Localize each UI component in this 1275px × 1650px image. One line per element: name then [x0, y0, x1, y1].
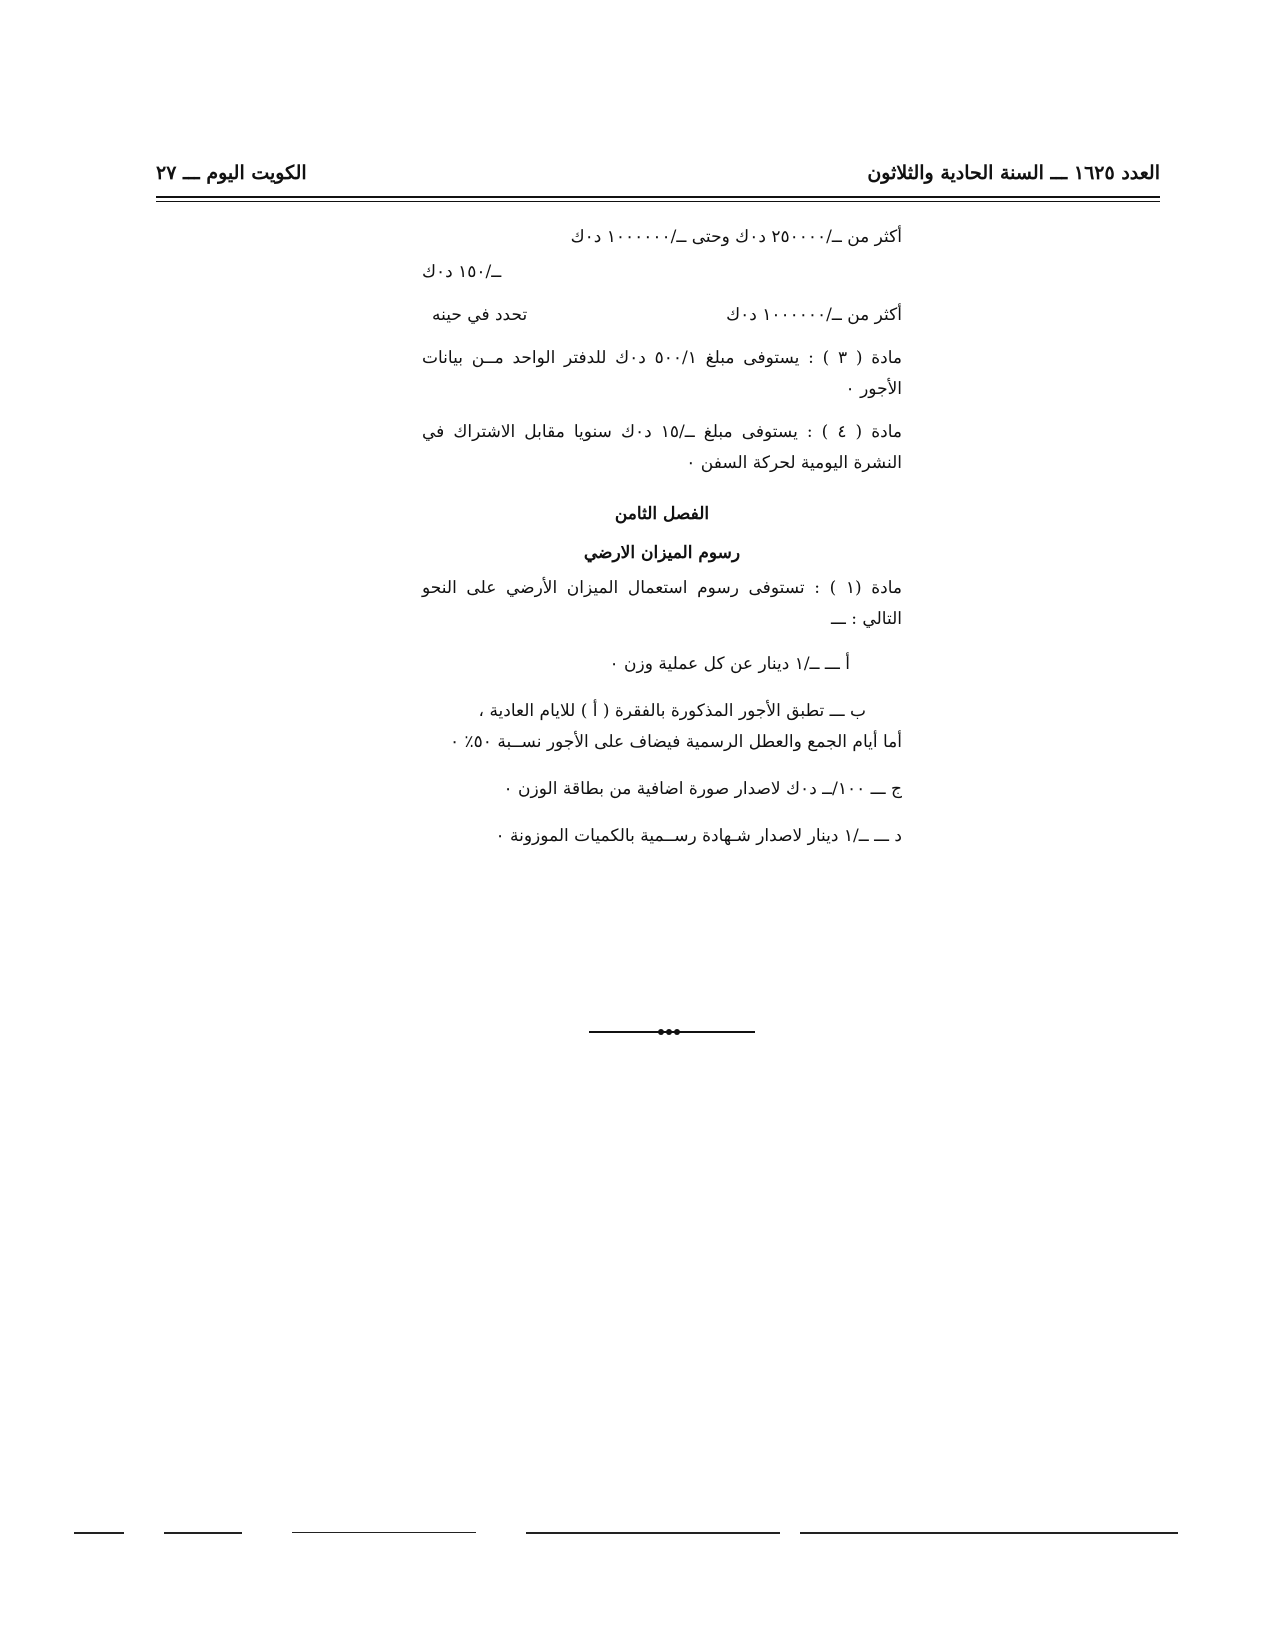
page-header: [156, 162, 1160, 196]
article-1: مادة (١ ) : تستوفى رسوم استعمال الميزان الأرضي على النحو التالي : ـــ: [422, 578, 902, 629]
bottom-line-segment: [292, 1532, 476, 1533]
fee-line-1-value: ــ/١٥٠ د٠ك: [422, 262, 502, 282]
chapter-subtitle: رسوم الميزان الارضي: [583, 543, 741, 563]
fee-line-2-range: أكثر من ــ/١٠٠٠٠٠٠ د٠ك: [726, 305, 902, 325]
document-body: [422, 222, 902, 864]
header-rule-thin: [156, 201, 1160, 202]
item-b: [422, 696, 902, 758]
item-b-line2: أما أيام الجمع والعطل الرسمية فيضاف على الأجور نســبة ٥٠٪ ٠: [449, 732, 902, 752]
bottom-line-segment: [74, 1532, 124, 1534]
gazette-title: الكويت اليوم ـــ ٢٧: [156, 162, 307, 184]
item-c: ج ـــ ١٠٠/ــ د٠ك لاصدار صورة اضافية من بطاقة الوزن ٠: [503, 779, 902, 799]
fee-line-1-amount: [422, 257, 902, 288]
bottom-line-segment: [164, 1532, 242, 1534]
end-ornament: [589, 1027, 755, 1037]
article-3: مادة ( ٣ ) : يستوفى مبلغ ٥٠٠/١ د٠ك للدفتر الواحد مــن بيانات الأجور ٠: [422, 348, 902, 399]
article-4: مادة ( ٤ ) : يستوفى مبلغ ــ/١٥ د٠ك سنويا مقابل الاشتراك في النشرة اليومية لحركة السفن ٠: [422, 422, 902, 473]
item-a: أ ـــ ــ/١ دينار عن كل عملية وزن ٠: [609, 654, 850, 674]
bottom-scan-lines: [0, 1532, 1275, 1538]
bottom-line-segment: [800, 1532, 1178, 1534]
chapter-title: الفصل الثامن: [614, 504, 710, 524]
issue-line: العدد ١٦٢٥ ـــ السنة الحادية والثلاثون: [867, 162, 1160, 184]
fee-line-1: [422, 222, 902, 253]
fee-line-1-range: أكثر من ــ/٢٥٠٠٠٠ د٠ك وحتى ــ/١٠٠٠٠٠٠ د٠ك: [570, 227, 902, 247]
bottom-line-segment: [526, 1532, 780, 1534]
fee-line-2-value: تحدد في حينه: [432, 305, 528, 325]
header-rule-thick: [156, 196, 1160, 198]
item-b-line1: ب ـــ تطبق الأجور المذكورة بالفقرة ( أ ) للايام العادية ،: [478, 701, 866, 721]
fee-line-2: [422, 300, 902, 331]
item-d: د ـــ ــ/١ دينار لاصدار شـهادة رســمية بالكميات الموزونة ٠: [495, 826, 902, 846]
